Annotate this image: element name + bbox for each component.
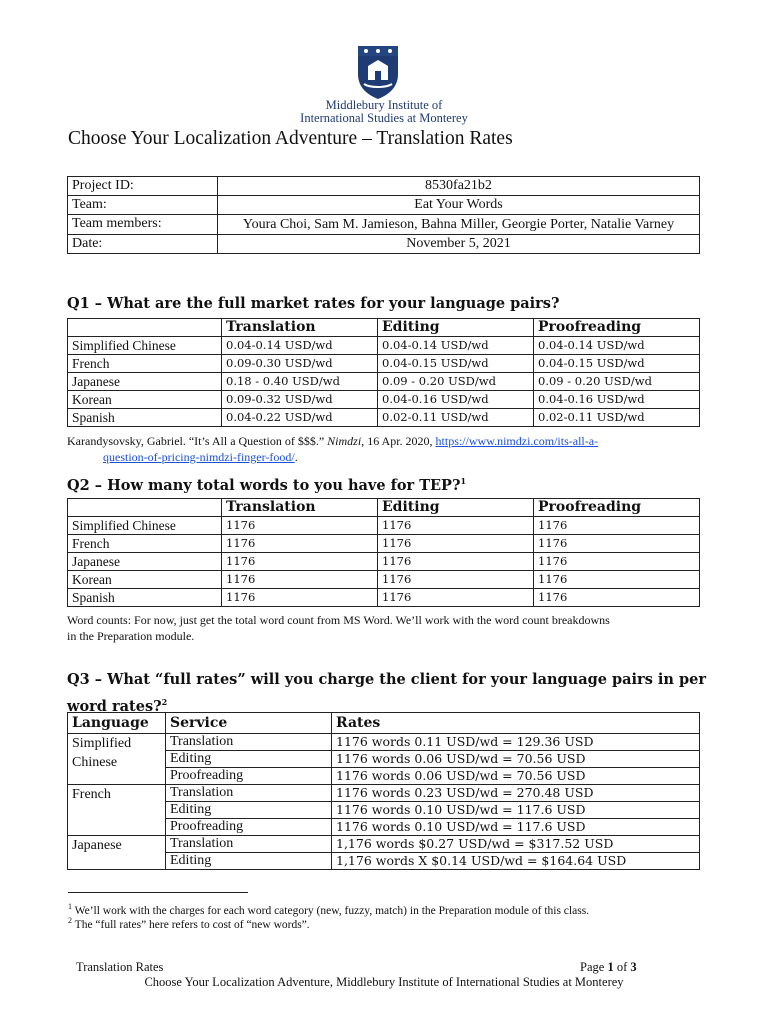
institution-name-line1: Middlebury Institute of: [325, 98, 443, 112]
rate-cell: 0.04-0.14 USD/wd: [378, 337, 534, 355]
team-label: Team:: [68, 196, 218, 215]
q1-col-proofreading: Proofreading: [534, 319, 700, 337]
table-row: [68, 373, 700, 391]
rate-calc-cell: 1176 words 0.23 USD/wd = 270.48 USD: [332, 785, 700, 802]
rate-cell: 0.02-0.11 USD/wd: [378, 409, 534, 427]
rate-cell: 0.04-0.14 USD/wd: [534, 337, 700, 355]
project-info-table: [67, 176, 700, 254]
count-cell: 1176: [378, 535, 534, 553]
count-cell: 1176: [378, 571, 534, 589]
service-cell: Translation: [166, 836, 332, 853]
language-cell: Japanese: [68, 553, 222, 571]
rate-calc-cell: 1176 words 0.11 USD/wd = 129.36 USD: [332, 734, 700, 751]
language-cell: Korean: [68, 391, 222, 409]
count-cell: 1176: [222, 517, 378, 535]
rate-calc-cell: 1,176 words X $0.14 USD/wd = $164.64 USD: [332, 853, 700, 870]
count-cell: 1176: [222, 535, 378, 553]
date-label: Date:: [68, 235, 218, 254]
count-cell: 1176: [534, 571, 700, 589]
institution-name-line2: International Studies at Monterey: [300, 111, 468, 125]
team-members-value: Youra Choi, Sam M. Jamieson, Bahna Miller, Georgie Porter, Natalie Varney: [218, 215, 700, 235]
rate-calc-cell: 1176 words 0.06 USD/wd = 70.56 USD: [332, 768, 700, 785]
rate-calc-cell: 1176 words 0.10 USD/wd = 117.6 USD: [332, 819, 700, 836]
language-cell: Simplified Chinese: [68, 337, 222, 355]
language-cell: French: [68, 355, 222, 373]
project-id-value: 8530fa21b2: [218, 177, 700, 196]
q2-col-editing: Editing: [378, 499, 534, 517]
table-row: [68, 391, 700, 409]
q3-col-language: Language: [68, 713, 166, 734]
date-value: November 5, 2021: [218, 235, 700, 254]
language-cell: Japanese: [68, 373, 222, 391]
table-row: [68, 517, 700, 535]
q1-source-citation: Karandysovsky, Gabriel. “It’s All a Question of $$$.” Nimdzi, 16 Apr. 2020, https://www.nimdzi.com/its-all-a- question-of-pricing-nimdzi-finger-food/.: [67, 434, 599, 464]
language-cell: Spanish: [68, 589, 222, 607]
q2-col-translation: Translation: [222, 499, 378, 517]
q2-col-proofreading: Proofreading: [534, 499, 700, 517]
language-cell: Simplified Chinese: [68, 734, 166, 785]
word-count-note: Word counts: For now, just get the total word count from MS Word. We’ll work with the word count breakdowns in the Preparation module.: [67, 613, 610, 643]
rate-cell: 0.04-0.16 USD/wd: [534, 391, 700, 409]
q2-heading: Q2 – How many total words to you have for TEP?$^1$: [67, 476, 467, 494]
footnote-2: $^2$ The “full rates” here refers to cost of “new words”.: [68, 916, 310, 931]
source-link-continued[interactable]: question-of-pricing-nimdzi-finger-food/: [103, 450, 295, 464]
q1-col-translation: Translation: [222, 319, 378, 337]
q3-col-rates: Rates: [332, 713, 700, 734]
q3-col-service: Service: [166, 713, 332, 734]
q3-heading: Q3 – What “full rates” will you charge the client for your language pairs in per word rates?$^2$: [67, 671, 707, 715]
rate-cell: 0.04-0.22 USD/wd: [222, 409, 378, 427]
service-cell: Proofreading: [166, 768, 332, 785]
language-cell: Korean: [68, 571, 222, 589]
table-row: [68, 785, 700, 802]
language-cell: Simplified Chinese: [68, 517, 222, 535]
count-cell: 1176: [222, 589, 378, 607]
language-cell: French: [68, 535, 222, 553]
rate-cell: 0.04-0.15 USD/wd: [378, 355, 534, 373]
q1-col-blank: [68, 319, 222, 337]
rate-cell: 0.09-0.32 USD/wd: [222, 391, 378, 409]
document-title: Choose Your Localization Adventure – Translation Rates: [68, 128, 513, 149]
q3-header-row: [68, 713, 700, 734]
table-row: [68, 571, 700, 589]
count-cell: 1176: [378, 553, 534, 571]
team-value: Eat Your Words: [218, 196, 700, 215]
language-cell: Spanish: [68, 409, 222, 427]
q1-header-row: [68, 319, 700, 337]
q1-col-editing: Editing: [378, 319, 534, 337]
footer-subtitle: Choose Your Localization Adventure, Middlebury Institute of International Studies at Monterey: [144, 975, 624, 989]
table-row: [68, 355, 700, 373]
q1-heading: Q1 – What are the full market rates for your language pairs?: [67, 295, 560, 312]
service-cell: Editing: [166, 802, 332, 819]
language-cell: French: [68, 785, 166, 836]
team-row: [68, 196, 700, 215]
table-row: [68, 535, 700, 553]
team-members-row: [68, 215, 700, 235]
footer-page-number: Page 1 of 3: [580, 960, 637, 974]
rate-cell: 0.02-0.11 USD/wd: [534, 409, 700, 427]
table-row: [68, 836, 700, 853]
q2-header-row: [68, 499, 700, 517]
rate-cell: 0.09-0.30 USD/wd: [222, 355, 378, 373]
table-row: [68, 409, 700, 427]
rate-cell: 0.18 - 0.40 USD/wd: [222, 373, 378, 391]
rate-calc-cell: 1,176 words $0.27 USD/wd = $317.52 USD: [332, 836, 700, 853]
rate-calc-cell: 1176 words 0.06 USD/wd = 70.56 USD: [332, 751, 700, 768]
rate-cell: 0.04-0.15 USD/wd: [534, 355, 700, 373]
rate-cell: 0.04-0.16 USD/wd: [378, 391, 534, 409]
count-cell: 1176: [222, 553, 378, 571]
q2-col-blank: [68, 499, 222, 517]
source-publication: Nimdzi: [327, 434, 362, 448]
date-row: [68, 235, 700, 254]
count-cell: 1176: [534, 517, 700, 535]
footnote-divider: [68, 892, 248, 893]
q1-market-rates-table: [67, 318, 700, 427]
q2-word-count-table: [67, 498, 700, 607]
footnote-ref-1: 1: [460, 476, 467, 486]
q3-full-rates-table: [67, 712, 700, 870]
source-link[interactable]: https://www.nimdzi.com/its-all-a-: [435, 434, 599, 448]
rate-calc-cell: 1176 words 0.10 USD/wd = 117.6 USD: [332, 802, 700, 819]
language-cell: Japanese: [68, 836, 166, 870]
footer-doc-name: Translation Rates: [76, 960, 164, 974]
rate-cell: 0.09 - 0.20 USD/wd: [534, 373, 700, 391]
service-cell: Translation: [166, 785, 332, 802]
service-cell: Editing: [166, 751, 332, 768]
count-cell: 1176: [222, 571, 378, 589]
footnote-ref-2: 2: [161, 697, 168, 707]
count-cell: 1176: [378, 517, 534, 535]
table-row: [68, 589, 700, 607]
table-row: [68, 553, 700, 571]
count-cell: 1176: [534, 535, 700, 553]
service-cell: Proofreading: [166, 819, 332, 836]
count-cell: 1176: [378, 589, 534, 607]
service-cell: Translation: [166, 734, 332, 751]
team-members-label: Team members:: [68, 215, 218, 235]
service-cell: Editing: [166, 853, 332, 870]
project-id-row: [68, 177, 700, 196]
count-cell: 1176: [534, 589, 700, 607]
table-row: [68, 337, 700, 355]
middlebury-shield-logo: [355, 44, 401, 100]
rate-cell: 0.04-0.14 USD/wd: [222, 337, 378, 355]
table-row: [68, 734, 700, 751]
count-cell: 1176: [534, 553, 700, 571]
project-id-label: Project ID:: [68, 177, 218, 196]
rate-cell: 0.09 - 0.20 USD/wd: [378, 373, 534, 391]
footnote-1: $^1$ We’ll work with the charges for each word category (new, fuzzy, match) in the Preparation module of this class.: [68, 902, 590, 917]
